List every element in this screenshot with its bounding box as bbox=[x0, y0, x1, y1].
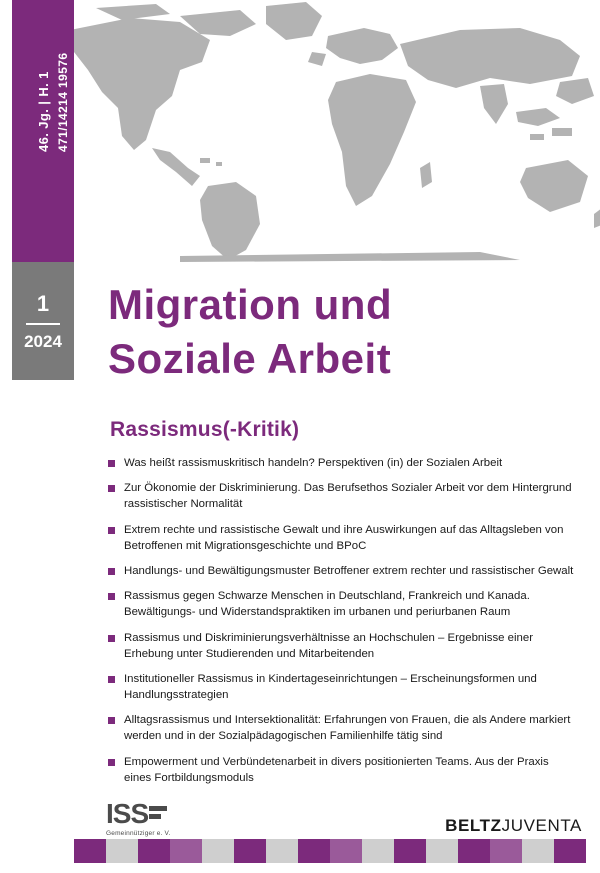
issue-divider bbox=[26, 323, 60, 325]
journal-title-line1: Migration und bbox=[108, 281, 393, 328]
list-item-label: Alltagsrassismus und Intersektionalität: Erfahrungen von Frauen, die als Andere markiert werden und in der Sozialpädagogischen Familienhilfe tätig sind bbox=[124, 714, 571, 743]
bullet-icon bbox=[108, 527, 115, 534]
list-item bbox=[108, 455, 578, 471]
iss-logo-subtitle: Gemeinnütziger e. V. bbox=[106, 830, 171, 837]
list-item-label: Rassismus und Diskriminierungsverhältnisse an Hochschulen – Ergebnisse einer Erhebung unter Studierenden und Mitarbeitenden bbox=[124, 631, 533, 660]
bullet-icon bbox=[108, 717, 115, 724]
world-map-icon bbox=[60, 0, 600, 262]
bullet-icon bbox=[108, 568, 115, 575]
bullet-icon bbox=[108, 460, 115, 467]
world-map-band bbox=[0, 0, 600, 262]
spine-block bbox=[12, 0, 74, 262]
iss-logo-mark bbox=[106, 800, 226, 828]
publisher-juventa-text: JUVENTA bbox=[501, 816, 582, 835]
iss-logo bbox=[106, 800, 226, 837]
issue-year: 2024 bbox=[24, 331, 62, 351]
issue-theme: Rassismus(-Kritik) bbox=[110, 418, 300, 441]
list-item bbox=[108, 480, 578, 512]
list-item-label: Zur Ökonomie der Diskriminierung. Das Berufsethos Sozialer Arbeit vor dem Hintergrund rassistischer Normalität bbox=[124, 482, 572, 511]
list-item bbox=[108, 712, 578, 744]
bullet-icon bbox=[108, 485, 115, 492]
bullet-icon bbox=[108, 676, 115, 683]
list-item-label: Extrem rechte und rassistische Gewalt und ihre Auswirkungen auf das Alltagsleben von Betroffenen mit Migrationsgeschichte und BPoC bbox=[124, 523, 564, 552]
list-item-label: Handlungs- und Bewältigungsmuster Betroffener extrem rechter und rassistischer Gewalt bbox=[124, 564, 574, 577]
spine-code-text: 471/14214 19576 bbox=[56, 52, 70, 152]
publisher-logo bbox=[445, 816, 582, 836]
list-item bbox=[108, 630, 578, 662]
list-item-label: Rassismus gegen Schwarze Menschen in Deutschland, Frankreich und Kanada. Bewältigungs- und Widerstandspraktiken im urbanen und periurbanen Raum bbox=[124, 590, 530, 619]
list-item-label: Empowerment und Verbündetenarbeit in divers positionierten Teams. Aus der Praxis eines Fortbildungsmoduls bbox=[124, 755, 549, 784]
bullet-icon bbox=[108, 593, 115, 600]
list-item bbox=[108, 522, 578, 554]
list-item-label: Was heißt rassismuskritisch handeln? Perspektiven (in) der Sozialen Arbeit bbox=[124, 457, 503, 469]
list-item bbox=[108, 754, 578, 786]
issue-number: 1 bbox=[36, 290, 50, 316]
list-item bbox=[108, 671, 578, 703]
spine-issue-text: 46. Jg. | H. 1 bbox=[36, 71, 51, 152]
list-item bbox=[108, 588, 578, 620]
contents-list bbox=[108, 455, 578, 795]
bullet-icon bbox=[108, 635, 115, 642]
iss-logo-text: ISS bbox=[106, 798, 149, 829]
page-title bbox=[108, 278, 588, 386]
bullet-icon bbox=[108, 759, 115, 766]
journal-title-line2: Soziale Arbeit bbox=[108, 334, 392, 382]
issue-number-block bbox=[12, 262, 74, 380]
bottom-color-strip bbox=[74, 839, 586, 863]
list-item-label: Institutioneller Rassismus in Kindertageseinrichtungen – Erscheinungsformen und Handlungsstrategien bbox=[124, 672, 537, 702]
iss-bars-icon bbox=[149, 806, 167, 822]
list-item bbox=[108, 563, 578, 579]
publisher-beltz-text: BELTZ bbox=[445, 816, 502, 835]
